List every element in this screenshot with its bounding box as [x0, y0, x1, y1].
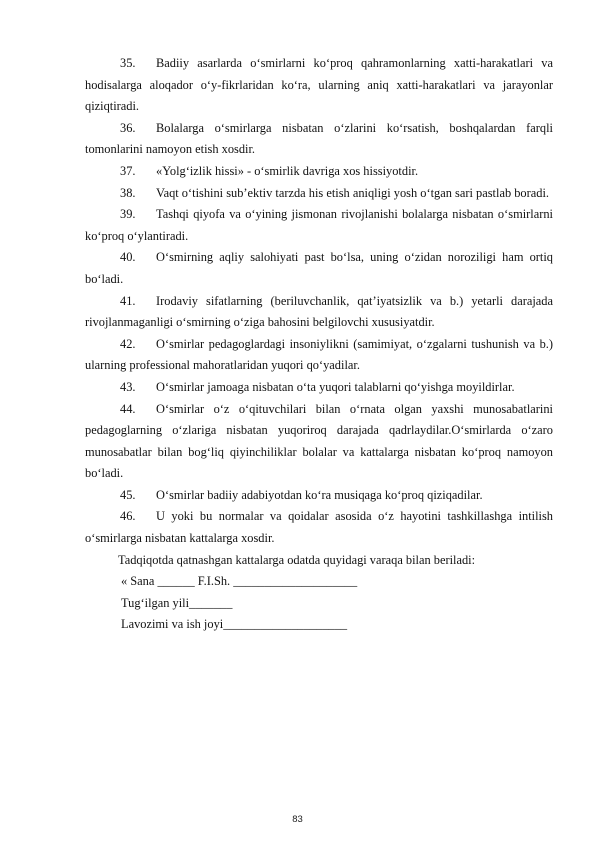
item-number: 36.	[120, 120, 136, 135]
list-item	[85, 183, 553, 205]
list-item	[85, 291, 553, 334]
list-item	[85, 247, 553, 290]
list-item	[85, 204, 553, 247]
item-number: 37.	[120, 163, 136, 178]
list-item	[85, 506, 553, 549]
item-number: 39.	[120, 207, 136, 222]
item-text: Irodaviy sifatlarning (beriluvchanlik, qat’iyatsizlik va b.) yetarli darajada rivojlanmaganligi o‘smirning o‘ziga bahosini belgilovchi xususiyatdir.	[85, 293, 553, 330]
intro-text: Tadqiqotda qatnashgan kattalarga odatda quyidagi varaqa bilan beriladi:	[118, 552, 476, 567]
item-number: 35.	[120, 56, 136, 70]
page-number: 83	[292, 814, 303, 825]
item-text: Badiiy asarlarda o‘smirlarni ko‘proq qahramonlarning xatti-harakatlari va hodisalarga aloqador o‘y-fikrlaridan ko‘ra, ularning aniq xatti-harakatlari va jarayonlar qiziqtiradi.	[85, 56, 553, 114]
item-number: 45.	[120, 487, 136, 502]
list-item	[85, 53, 553, 118]
item-text: O‘smirlar badiiy adabiyotdan ko‘ra musiqaga ko‘proq qiziqadilar.	[156, 487, 483, 502]
statement-list	[85, 53, 553, 550]
list-item	[85, 118, 553, 161]
item-number: 41.	[120, 293, 136, 308]
item-number: 46.	[120, 509, 136, 524]
item-text: U yoki bu normalar va qoidalar asosida o‘z hayotini tashkillashga intilish o‘smirlarga nisbatan kattalarga xosdir.	[85, 509, 553, 546]
item-number: 44.	[120, 401, 136, 416]
item-text: Bolalarga o‘smirlarga nisbatan o‘zlarini ko‘rsatish, boshqalardan farqli tomonlarini namoyon etish xosdir.	[85, 120, 553, 157]
item-text: Vaqt o‘tishini sub’ektiv tarzda his etish aniqligi yosh o‘tgan sari pastlab boradi.	[156, 185, 549, 200]
item-number: 43.	[120, 379, 136, 394]
item-text: O‘smirning aqliy salohiyati past bo‘lsa, uning o‘zidan noroziligi ham ortiq bo‘ladi.	[85, 250, 553, 286]
form-line-date-name: « Sana ______ F.I.Sh. ____________________	[121, 574, 358, 589]
form-line-birth-year: Tug‘ilgan yili_______	[121, 595, 233, 610]
item-number: 42.	[120, 336, 136, 351]
list-item	[85, 161, 553, 183]
item-text: O‘smirlar o‘z o‘qituvchilari bilan o‘rnata olgan yaxshi munosabatlarini pedagoglarning o‘zlariga nisbatan yuqoriroq darajada qadrlaydilar.O‘smirlarda o‘zaro munosabatlar bilan bog‘liq qiyinchiliklar bolalar va kattalarga nisbatan ko‘proq namoyon bo‘ladi.	[85, 401, 553, 481]
list-item	[85, 399, 553, 485]
list-item	[85, 485, 553, 507]
item-text: O‘smirlar pedagoglardagi insoniylikni (samimiyat, o‘zgalarni tushunish va b.) ularning professional mahoratlaridan yuqori qo‘yadilar.	[85, 336, 553, 373]
item-number: 38.	[120, 185, 136, 200]
list-item	[85, 334, 553, 377]
page-content	[85, 53, 553, 636]
form-line-position-workplace: Lavozimi va ish joyi____________________	[121, 617, 348, 632]
item-text: Tashqi qiyofa va o‘yining jismonan rivojlanishi bolalarga nisbatan o‘smirlarni ko‘proq o‘ylantiradi.	[85, 207, 553, 243]
item-number: 40.	[120, 250, 136, 265]
item-text: «Yolg‘izlik hissi» - o‘smirlik davriga xos hissiyotdir.	[156, 163, 419, 178]
item-text: O‘smirlar jamoaga nisbatan o‘ta yuqori talablarni qo‘yishga moyildirlar.	[156, 379, 515, 394]
list-item	[85, 377, 553, 399]
